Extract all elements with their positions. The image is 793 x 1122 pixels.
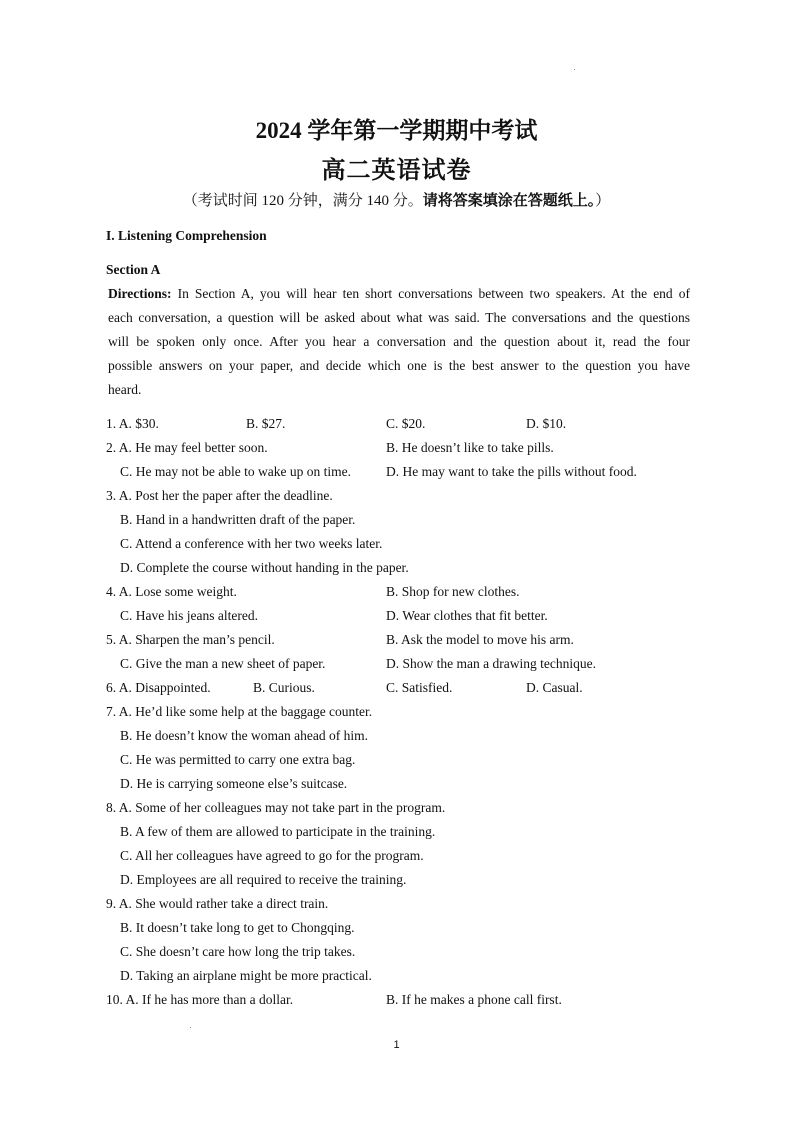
directions-line: possible answers on your paper, and decide which one is the best answer to the question you have: [108, 358, 690, 373]
page-number: 1: [393, 1039, 400, 1051]
option-8d: D. Employees are all required to receive the training.: [120, 872, 407, 887]
option-6b: B. Curious.: [253, 680, 315, 695]
section-heading: Section A: [106, 262, 161, 277]
option-6a: 6. A. Disappointed.: [106, 680, 211, 695]
option-2b: B. He doesn’t like to take pills.: [386, 440, 554, 455]
note-suffix: ）: [595, 193, 611, 209]
option-8b: B. A few of them are allowed to participate in the training.: [120, 824, 436, 839]
part-heading: I. Listening Comprehension: [106, 228, 267, 243]
option-6d: D. Casual.: [526, 680, 583, 695]
directions-label: Directions:: [108, 286, 172, 301]
option-8a: 8. A. Some of her colleagues may not take part in the program.: [106, 800, 446, 815]
directions-line: Directions: In Section A, you will hear ten short conversations between two speakers. At the end of: [108, 286, 690, 301]
note-bold: 请将答案填涂在答题纸上。: [422, 193, 596, 209]
option-2c: C. He may not be able to wake up on time.: [120, 464, 351, 479]
exam-title: 2024 学年第一学期期中考试: [255, 118, 538, 143]
option-10a: 10. A. If he has more than a dollar.: [106, 992, 294, 1007]
option-5d: D. Show the man a drawing technique.: [386, 656, 596, 671]
option-4a: 4. A. Lose some weight.: [106, 584, 237, 599]
option-9d: D. Taking an airplane might be more practical.: [120, 968, 372, 983]
option-3b: B. Hand in a handwritten draft of the paper.: [120, 512, 356, 527]
option-9c: C. She doesn’t care how long the trip takes.: [120, 944, 356, 959]
option-1d: D. $10.: [526, 416, 567, 431]
option-5a: 5. A. Sharpen the man’s pencil.: [106, 632, 275, 647]
exam-subtitle: 高二英语试卷: [321, 158, 472, 184]
option-9a: 9. A. She would rather take a direct train.: [106, 896, 329, 911]
option-7b: B. He doesn’t know the woman ahead of him.: [120, 728, 368, 743]
directions-line: will be spoken only once. After you hear a conversation and the question about it, read the four: [108, 334, 690, 349]
option-2a: 2. A. He may feel better soon.: [106, 440, 268, 455]
option-5c: C. Give the man a new sheet of paper.: [120, 656, 326, 671]
option-3a: 3. A. Post her the paper after the deadline.: [106, 488, 333, 503]
option-1c: C. $20.: [386, 416, 426, 431]
option-2d: D. He may want to take the pills without food.: [386, 464, 637, 479]
option-7c: C. He was permitted to carry one extra bag.: [120, 752, 356, 767]
option-4d: D. Wear clothes that fit better.: [386, 608, 548, 623]
option-7a: 7. A. He’d like some help at the baggage counter.: [106, 704, 373, 719]
directions-line: each conversation, a question will be asked about what was said. The conversations and the questions: [108, 310, 690, 325]
option-5b: B. Ask the model to move his arm.: [386, 632, 574, 647]
directions-line: heard.: [108, 382, 142, 397]
note-prefix: （考试时间 120 分钟，满分 140 分。: [182, 193, 423, 209]
exam-instructions: [0, 189, 793, 210]
option-9b: B. It doesn’t take long to get to Chongqing.: [120, 920, 355, 935]
option-3c: C. Attend a conference with her two weeks later.: [120, 536, 383, 551]
option-4c: C. Have his jeans altered.: [120, 608, 258, 623]
option-1a: 1. A. $30.: [106, 416, 159, 431]
option-1b: B. $27.: [246, 416, 286, 431]
option-3d: D. Complete the course without handing in the paper.: [120, 560, 409, 575]
option-4b: B. Shop for new clothes.: [386, 584, 520, 599]
option-8c: C. All her colleagues have agreed to go for the program.: [120, 848, 424, 863]
scan-dot: [190, 1027, 191, 1028]
option-6c: C. Satisfied.: [386, 680, 453, 695]
option-10b: B. If he makes a phone call first.: [386, 992, 562, 1007]
option-7d: D. He is carrying someone else’s suitcase.: [120, 776, 348, 791]
scan-dot: [574, 69, 575, 70]
